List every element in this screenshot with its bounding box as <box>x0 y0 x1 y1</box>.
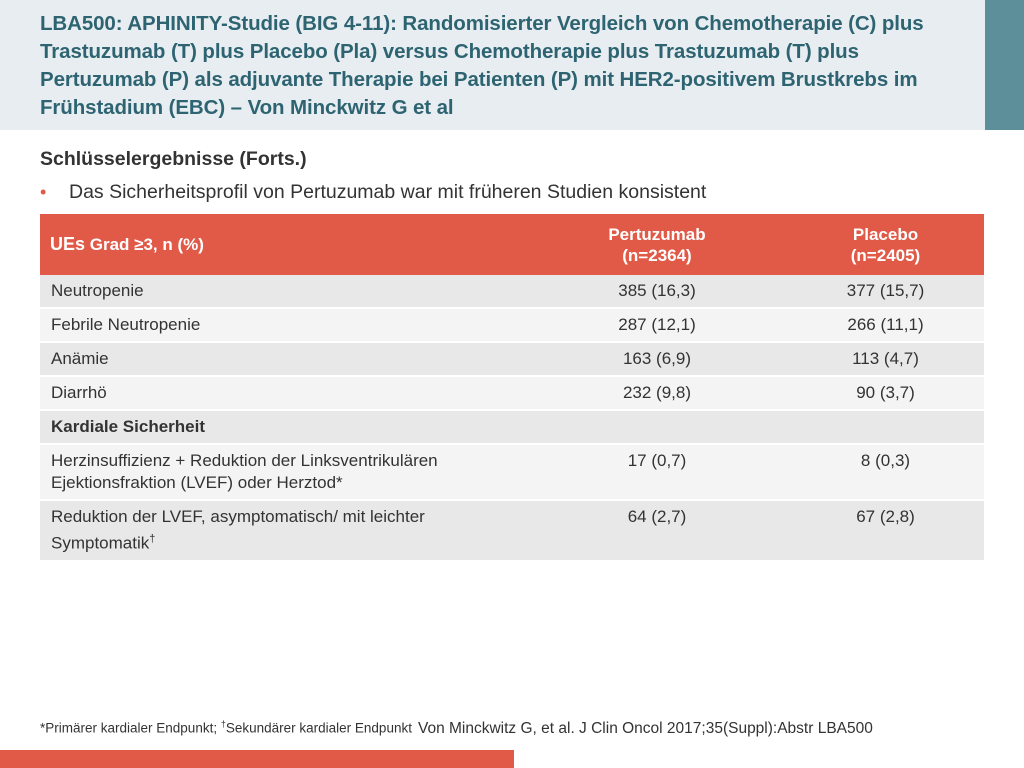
table-header-row <box>40 214 984 275</box>
bottom-accent-bar <box>0 750 514 768</box>
citation: Von Minckwitz G, et al. J Clin Oncol 2017;35(Suppl):Abstr LBA500 <box>417 719 873 737</box>
cell-pertuzumab: 64 (2,7) <box>527 500 787 561</box>
header-col1-main: UEs <box>50 234 86 254</box>
cell-placebo: 266 (11,1) <box>787 308 984 342</box>
cell-placebo: 113 (4,7) <box>787 342 984 376</box>
table-row <box>40 500 984 561</box>
section-label: Kardiale Sicherheit <box>40 410 527 444</box>
table-row <box>40 342 984 376</box>
table-row <box>40 376 984 410</box>
footnote-dagger: † <box>220 719 226 729</box>
cell-placebo: 377 (15,7) <box>787 275 984 308</box>
bullet-text: Das Sicherheitsprofil von Pertuzumab war mit früheren Studien konsistent <box>69 181 707 203</box>
row-label <box>40 500 527 561</box>
cell-pertuzumab <box>527 410 787 444</box>
header-col3-line1: Placebo <box>852 224 919 244</box>
cell-pertuzumab: 385 (16,3) <box>527 275 787 308</box>
header-col1-rest: Grad ≥3, n (%) <box>85 235 204 254</box>
footnote-primary: *Primärer kardialer Endpunkt; <box>40 720 221 736</box>
adverse-events-table <box>40 214 984 562</box>
cell-pertuzumab: 232 (9,8) <box>527 376 787 410</box>
table-section-row <box>40 410 984 444</box>
cell-placebo: 67 (2,8) <box>787 500 984 561</box>
header-col2-line2: (n=2364) <box>622 245 692 265</box>
footnote-secondary: Sekundärer kardialer Endpunkt <box>225 720 412 736</box>
header-placebo <box>787 214 984 275</box>
dagger-mark: † <box>149 533 156 545</box>
footnote <box>40 719 985 738</box>
header-adverse-events <box>40 214 527 275</box>
cell-pertuzumab: 287 (12,1) <box>527 308 787 342</box>
row-label: Diarrhö <box>40 376 527 410</box>
row-label-text: Reduktion der LVEF, asymptomatisch/ mit leichter Symptomatik <box>51 507 425 553</box>
row-label: Neutropenie <box>40 275 527 308</box>
section-subtitle: Schlüsselergebnisse (Forts.) <box>40 148 307 170</box>
cell-placebo: 90 (3,7) <box>787 376 984 410</box>
header-col3-line2: (n=2405) <box>850 245 921 265</box>
cell-pertuzumab: 163 (6,9) <box>527 342 787 376</box>
row-label: Herzinsuffizienz + Reduktion der Linksventrikulären Ejektionsfraktion (LVEF) oder Herztod* <box>40 444 527 500</box>
header-col2-line1: Pertuzumab <box>608 224 706 244</box>
row-label: Anämie <box>40 342 527 376</box>
table-row <box>40 308 984 342</box>
bullet-dot-icon: • <box>40 182 47 202</box>
cell-placebo <box>787 410 984 444</box>
slide-title: LBA500: APHINITY-Studie (BIG 4-11): Randomisierter Vergleich von Chemotherapie (C) plus Trastuzumab (T) plus Placebo (Pla) versus Chemotherapie plus Trastuzumab (T) plus Pertuzumab (P) als adjuvante Therapie bei Patienten (P) mit HER2-positivem Brustkrebs im Frühstadium (EBC) – Von Minckwitz G et al <box>40 12 924 119</box>
accent-block <box>985 0 1024 130</box>
cell-pertuzumab: 17 (0,7) <box>527 444 787 500</box>
table-row <box>40 275 984 308</box>
row-label: Febrile Neutropenie <box>40 308 527 342</box>
table-row <box>40 444 984 500</box>
cell-placebo: 8 (0,3) <box>787 444 984 500</box>
bullet-point <box>40 181 706 204</box>
header-pertuzumab <box>527 214 787 275</box>
